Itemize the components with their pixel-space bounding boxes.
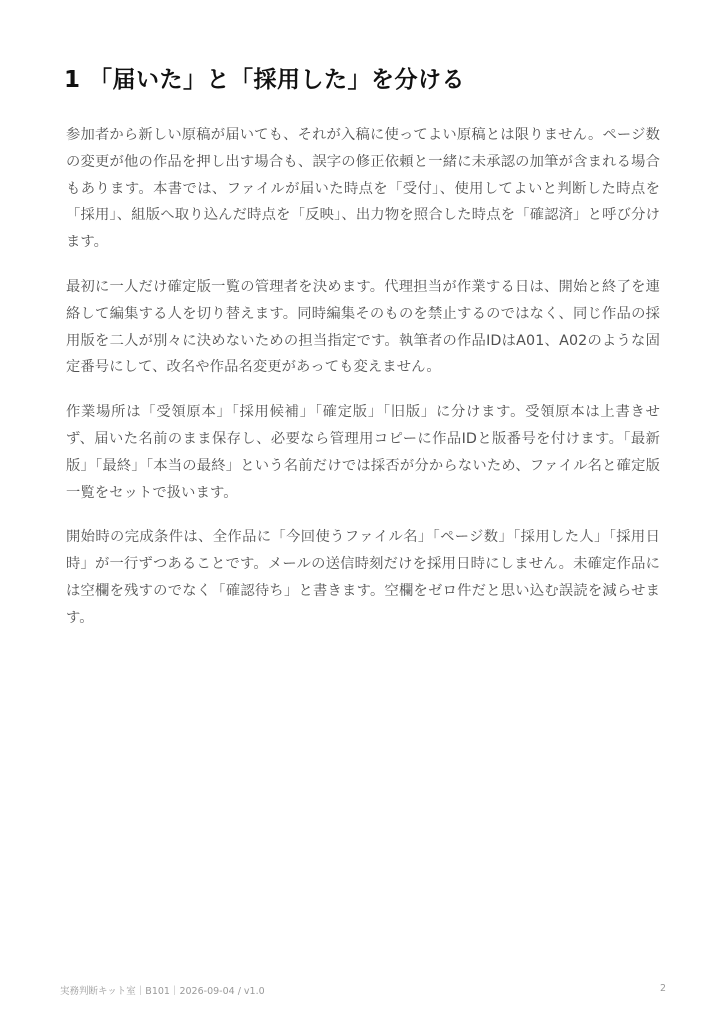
section-heading: 1 「届いた」と「採用した」を分ける	[64, 67, 466, 93]
paragraph-2: 最初に一人だけ確定版一覧の管理者を決めます。代理担当が作業する日は、開始と終了を連絡して編集する人を切り替えます。同時編集そのものを禁止するのではなく、同じ作品の採用版を二人が別々に決めないための担当指定です。執筆者の作品IDはA01、A02のような固定番号にして、改名や作品名変更があっても変えません。	[66, 278, 660, 376]
paragraph-4: 開始時の完成条件は、全作品に「今回使うファイル名」「ページ数」「採用した人」「採用日時」が一行ずつあることです。メールの送信時刻だけを採用日時にしません。未確定作品には空欄を残すのでなく「確認待ち」と書きます。空欄をゼロ件だと思い込む誤読を減らせます。	[66, 529, 660, 626]
footer-meta: 実務判断キット室｜B101｜2026-09-04 / v1.0	[60, 986, 265, 997]
paragraph-3: 作業場所は「受領原本」「採用候補」「確定版」「旧版」に分けます。受領原本は上書きせず、届いた名前のまま保存し、必要なら管理用コピーに作品IDと版番号を付けます。「最新版」「最終」「本当の最終」という名前だけでは採否が分からないため、ファイル名と確定版一覧をセットで扱います。	[66, 404, 660, 501]
body-text	[66, 122, 660, 650]
page-number: 2	[659, 983, 666, 994]
paragraph-1: 参加者から新しい原稿が届いても、それが入稿に使ってよい原稿とは限りません。ページ数の変更が他の作品を押し出す場合も、誤字の修正依頼と一緒に未承認の加筆が含まれる場合もあります。本書では、ファイルが届いた時点を「受付」、使用してよいと判断した時点を「採用」、組版へ取り込んだ時点を「反映」、出力物を照合した時点を「確認済」と呼び分けます。	[66, 127, 660, 251]
